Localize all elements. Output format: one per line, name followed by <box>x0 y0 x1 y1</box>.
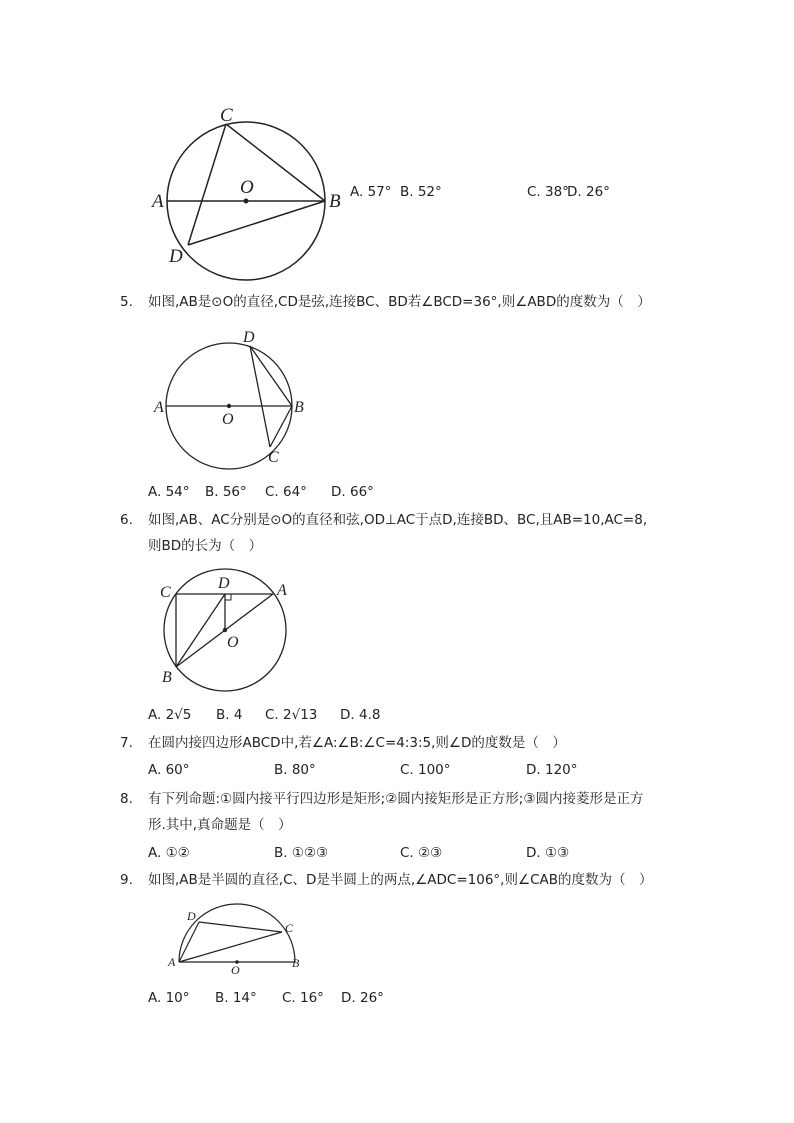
q7-number: 7. <box>120 735 133 751</box>
q5-option-d[interactable]: D. 66° <box>331 484 374 500</box>
q9-stem: 如图,AB是半圆的直径,C、D是半圆上的两点,∠ADC=106°,则∠CAB的度数为（ ） <box>148 872 653 888</box>
q5-label-b: B <box>294 399 304 416</box>
q5-stem: 如图,AB是⊙O的直径,CD是弦,连接BC、BD若∠BCD=36°,则∠ABD的度数为（ ） <box>148 294 651 310</box>
q5-label-c: C <box>268 449 279 466</box>
q6-label-c: C <box>160 584 171 601</box>
q8-option-b[interactable]: B. ①②③ <box>274 845 329 861</box>
q6-label-d: D <box>218 575 230 592</box>
q7-option-b[interactable]: B. 80° <box>274 762 316 778</box>
q6-stem-line2: 则BD的长为（ ） <box>148 538 263 554</box>
q4-label-b: B <box>329 191 341 212</box>
q8-stem-line1: 有下列命题:①圆内接平行四边形是矩形;②圆内接矩形是正方形;③圆内接菱形是正方 <box>148 791 644 807</box>
q7-option-d[interactable]: D. 120° <box>526 762 578 778</box>
q6-right-angle-mark <box>225 594 231 600</box>
q6-label-o: O <box>227 634 239 651</box>
q9-label-a: A <box>168 955 176 969</box>
q6-number: 6. <box>120 512 133 528</box>
q6-segment-bd <box>176 594 225 667</box>
q8-stem-line2: 形.其中,真命题是（ ） <box>148 817 292 833</box>
q8-option-c[interactable]: C. ②③ <box>400 845 443 861</box>
q8-option-a[interactable]: A. ①② <box>148 845 190 861</box>
q5-center-dot <box>227 404 231 408</box>
q6-option-c[interactable]: C. 2√13 <box>265 707 318 723</box>
q5-option-c[interactable]: C. 64° <box>265 484 307 500</box>
q5-option-b[interactable]: B. 56° <box>205 484 247 500</box>
q5-label-d: D <box>243 329 255 346</box>
q9-option-d[interactable]: D. 26° <box>341 990 384 1006</box>
q4-label-o: O <box>240 177 254 198</box>
q4-option-b[interactable]: B. 52° <box>400 184 442 200</box>
q4-center-dot <box>244 199 249 204</box>
q4-option-d[interactable]: D. 26° <box>567 184 610 200</box>
q4-label-a: A <box>152 191 164 212</box>
q7-stem: 在圆内接四边形ABCD中,若∠A:∠B:∠C=4:3:5,则∠D的度数是（ ） <box>148 735 566 751</box>
q7-option-a[interactable]: A. 60° <box>148 762 190 778</box>
q6-label-b: B <box>162 669 172 686</box>
q4-option-a[interactable]: A. 57° <box>350 184 392 200</box>
q9-option-c[interactable]: C. 16° <box>282 990 324 1006</box>
q6-stem-line1: 如图,AB、AC分别是⊙O的直径和弦,OD⊥AC于点D,连接BD、BC,且AB=10,AC=8, <box>148 512 648 528</box>
q6-option-a[interactable]: A. 2√5 <box>148 707 192 723</box>
q9-option-b[interactable]: B. 14° <box>215 990 257 1006</box>
q4-figure <box>150 95 370 275</box>
q5-figure <box>150 325 310 465</box>
q6-option-d[interactable]: D. 4.8 <box>340 707 381 723</box>
q5-label-o: O <box>222 411 234 428</box>
q9-chord-dc <box>199 922 282 932</box>
q4-label-c: C <box>220 105 233 126</box>
q6-figure <box>155 568 295 698</box>
q9-chord-ac <box>179 932 282 962</box>
q9-label-o: O <box>231 963 240 977</box>
q7-option-c[interactable]: C. 100° <box>400 762 451 778</box>
q5-number: 5. <box>120 294 133 310</box>
q9-label-c: C <box>285 921 294 935</box>
q4-chord-db <box>188 201 325 245</box>
q4-option-c[interactable]: C. 38° <box>527 184 569 200</box>
q9-figure <box>160 902 310 977</box>
q9-number: 9. <box>120 872 133 888</box>
q8-option-d[interactable]: D. ①③ <box>526 845 570 861</box>
q6-option-b[interactable]: B. 4 <box>216 707 243 723</box>
q9-label-d: D <box>187 909 196 923</box>
q8-number: 8. <box>120 791 133 807</box>
q4-label-d: D <box>169 246 183 267</box>
q6-center-dot <box>223 628 227 632</box>
q6-label-a: A <box>277 582 287 599</box>
q5-option-a[interactable]: A. 54° <box>148 484 190 500</box>
q5-label-a: A <box>154 399 164 416</box>
q9-option-a[interactable]: A. 10° <box>148 990 190 1006</box>
q9-label-b: B <box>292 956 300 970</box>
